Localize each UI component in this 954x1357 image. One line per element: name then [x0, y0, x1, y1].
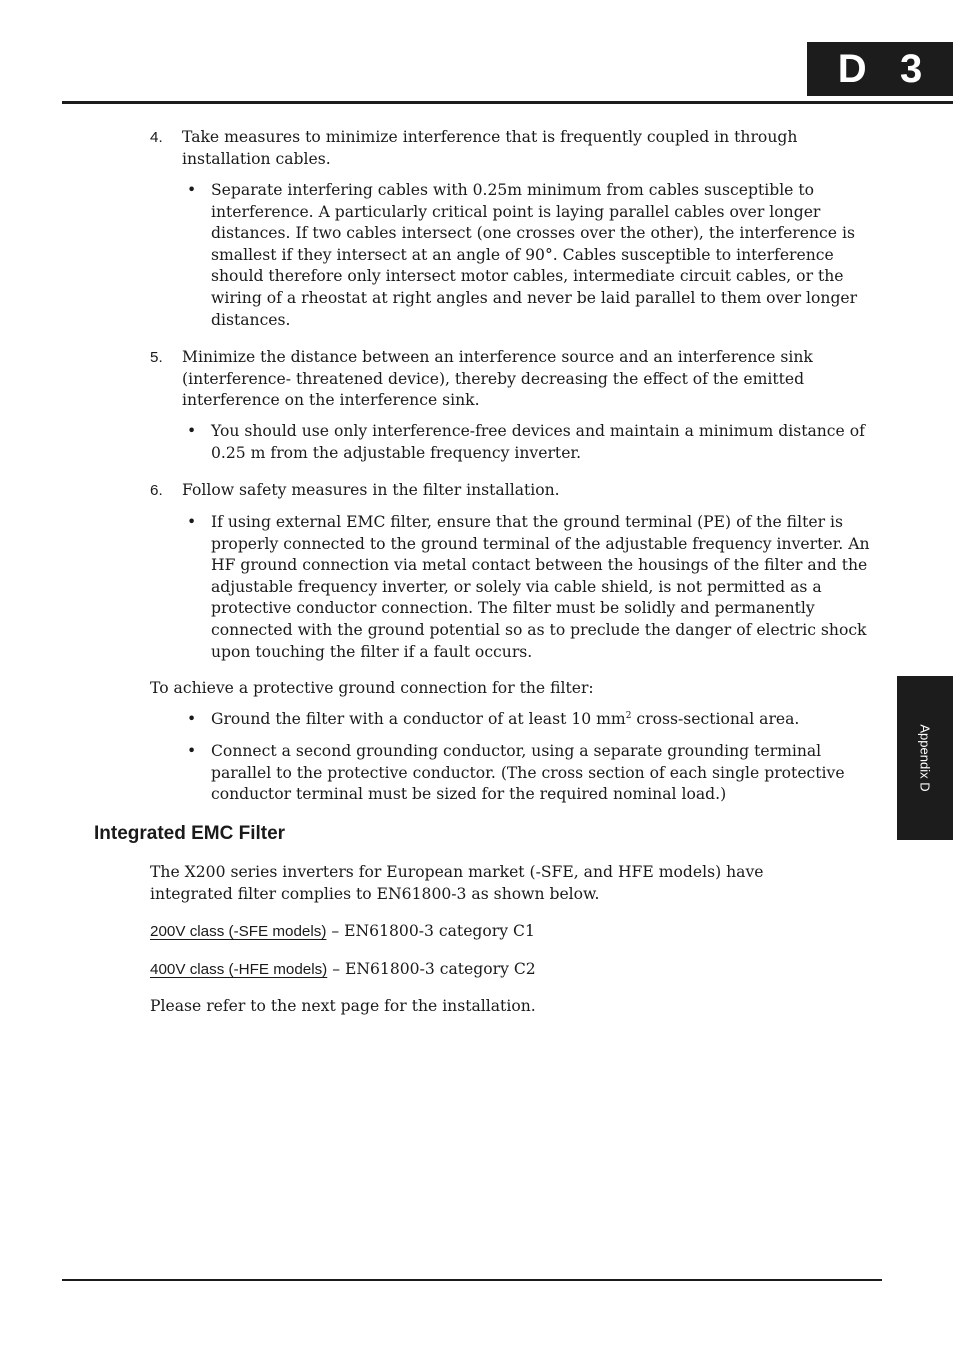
item-text: Minimize the distance between an interference source and an interference sink (interference- threatened device), thereby decreasing the effect of the emitted interference on the interference sink. — [182, 348, 813, 410]
bullet-text: You should use only interference-free devices and maintain a minimum distance of 0.25 m from the adjustable frequency inverter. — [211, 422, 865, 462]
emc-intro: The X200 series inverters for European market (-SFE, and HFE models) have integrated filter complies to EN61800-3 as shown below. — [150, 863, 764, 903]
ground-bullet-1-sup: 2 — [625, 711, 632, 721]
class-200v-value: – EN61800-3 category C1 — [326, 922, 535, 940]
ground-bullet-1-post: cross-sectional area. — [631, 710, 800, 728]
ground-bullet-1-pre: Ground the filter with a conductor of at least 10 mm — [211, 710, 626, 728]
installation-note: Please refer to the next page for the installation. — [150, 997, 536, 1015]
ground-bullet-2: Connect a second grounding conductor, using a separate grounding terminal parallel to the protective conductor. (The cross section of each single protective conductor terminal must be sized for the required nominal load.) — [211, 742, 845, 804]
bullet-icon: • — [187, 742, 197, 760]
chapter-letter: D — [837, 46, 867, 91]
footer-rule — [62, 1279, 882, 1281]
bullet-icon: • — [187, 422, 197, 440]
item-number: 5. — [150, 349, 163, 366]
class-200v-line — [150, 921, 870, 943]
class-400v-line — [150, 959, 870, 981]
item-text: Take measures to minimize interference that is frequently coupled in through installation cables. — [182, 128, 798, 168]
bullet-text: If using external EMC filter, ensure that the ground terminal (PE) of the filter is properly connected to the ground terminal of the adjustable frequency inverter. An HF ground connection via metal contact between the housings of the filter and the adjustable frequency inverter, or solely via cable shield, is not permitted as a protective conductor connection. The filter must be solidly and permanently connected with the ground potential so as to preclude the danger of electric shock upon touching the filter if a fault occurs. — [211, 513, 870, 661]
item-number: 4. — [150, 129, 163, 146]
class-200v-label: 200V class (-SFE models) — [150, 923, 327, 940]
appendix-side-tab — [897, 676, 953, 840]
bullet-text: Separate interfering cables with 0.25m minimum from cables susceptible to interference. A particularly critical point is laying parallel cables over longer distances. If two cables intersect (one crosses over the other), the interference is smallest if they intersect at an angle of 90°. Cables susceptible to interference should therefore only intersect motor cables, intermediate circuit cables, or the wiring of a rheostat at right angles and never be laid parallel to them over longer distances. — [211, 181, 858, 329]
class-400v-label: 400V class (-HFE models) — [150, 961, 328, 978]
side-tab-label: Appendix D — [917, 724, 933, 792]
page-number-badge — [807, 42, 953, 96]
page-number: 3 — [900, 46, 923, 91]
ground-bullet-1 — [211, 709, 886, 731]
item-number: 6. — [150, 482, 163, 499]
ground-intro: To achieve a protective ground connection for the filter: — [150, 679, 594, 697]
item-text: Follow safety measures in the filter installation. — [182, 481, 560, 499]
header-rule — [62, 101, 953, 104]
bullet-icon: • — [187, 513, 197, 531]
bullet-icon: • — [187, 710, 197, 728]
section-heading: Integrated EMC Filter — [94, 823, 286, 844]
class-400v-value: – EN61800-3 category C2 — [327, 960, 536, 978]
bullet-icon: • — [187, 181, 197, 199]
